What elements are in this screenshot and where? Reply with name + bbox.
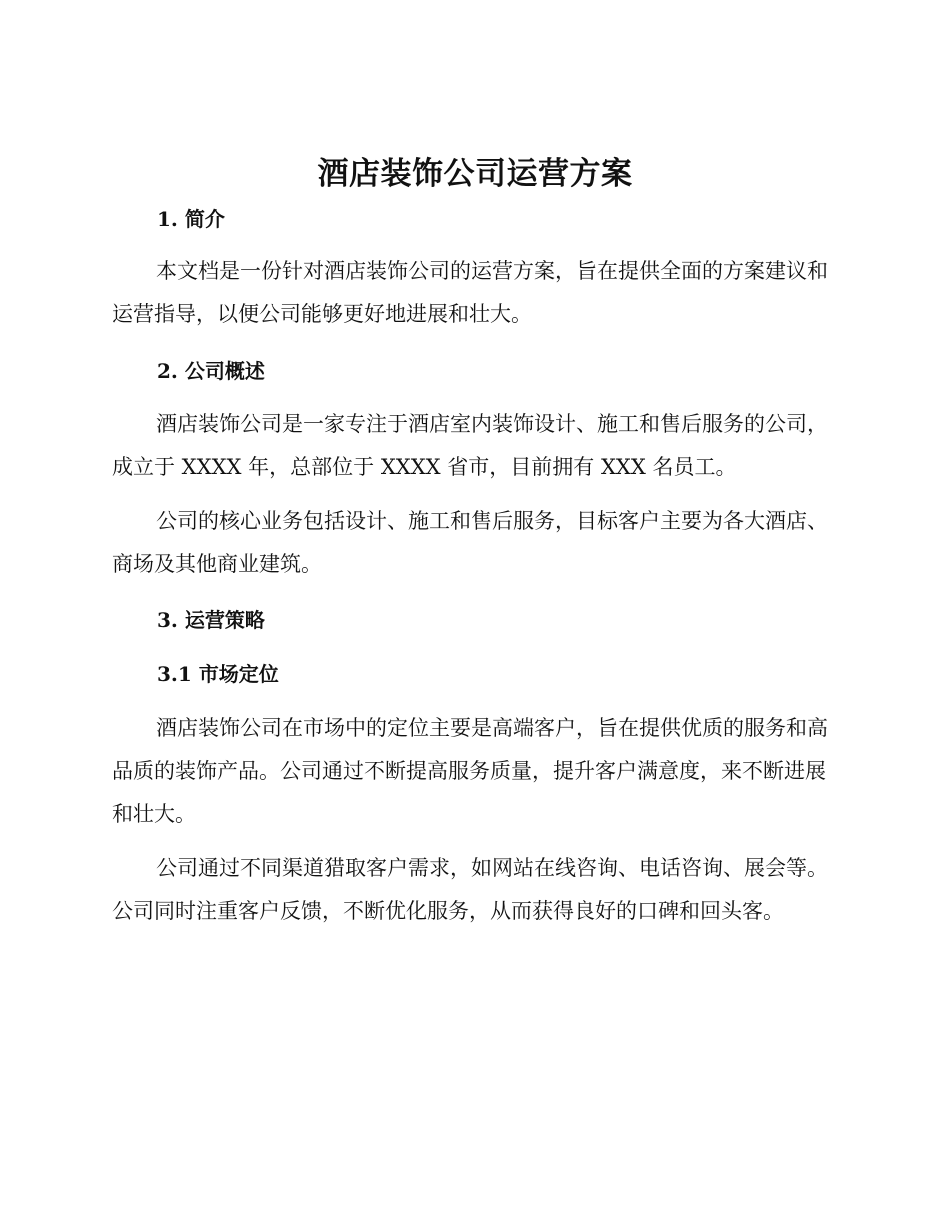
subsection-heading-positioning: 3.1 市场定位 [157,662,279,686]
paragraph-positioning-2: 公司通过不同渠道猎取客户需求，如网站在线咨询、电话咨询、展会等。公司同时注重客户反馈，不断优化服务，从而获得良好的口碑和回头客。 [112,856,828,923]
paragraph-positioning-1: 酒店装饰公司在市场中的定位主要是高端客户，旨在提供优质的服务和高品质的装饰产品。公司通过不断提高服务质量，提升客户满意度，来不断进展和壮大。 [112,716,828,826]
section-heading-intro: 1. 简介 [157,207,225,231]
section-heading-overview: 2. 公司概述 [157,359,265,383]
paragraph-overview-1: 酒店装饰公司是一家专注于酒店室内装饰设计、施工和售后服务的公司，成立于 XXXX 年，总部位于 XXXX 省市，目前拥有 XXX 名员工。 [112,412,828,479]
paragraph-overview-2: 公司的核心业务包括设计、施工和售后服务，目标客户主要为各大酒店、商场及其他商业建筑。 [112,509,828,576]
section-heading-strategy: 3. 运营策略 [157,608,265,632]
paragraph-intro: 本文档是一份针对酒店装饰公司的运营方案，旨在提供全面的方案建议和运营指导，以便公司能够更好地进展和壮大。 [112,259,828,326]
document-title: 酒店装饰公司运营方案 [317,156,633,192]
